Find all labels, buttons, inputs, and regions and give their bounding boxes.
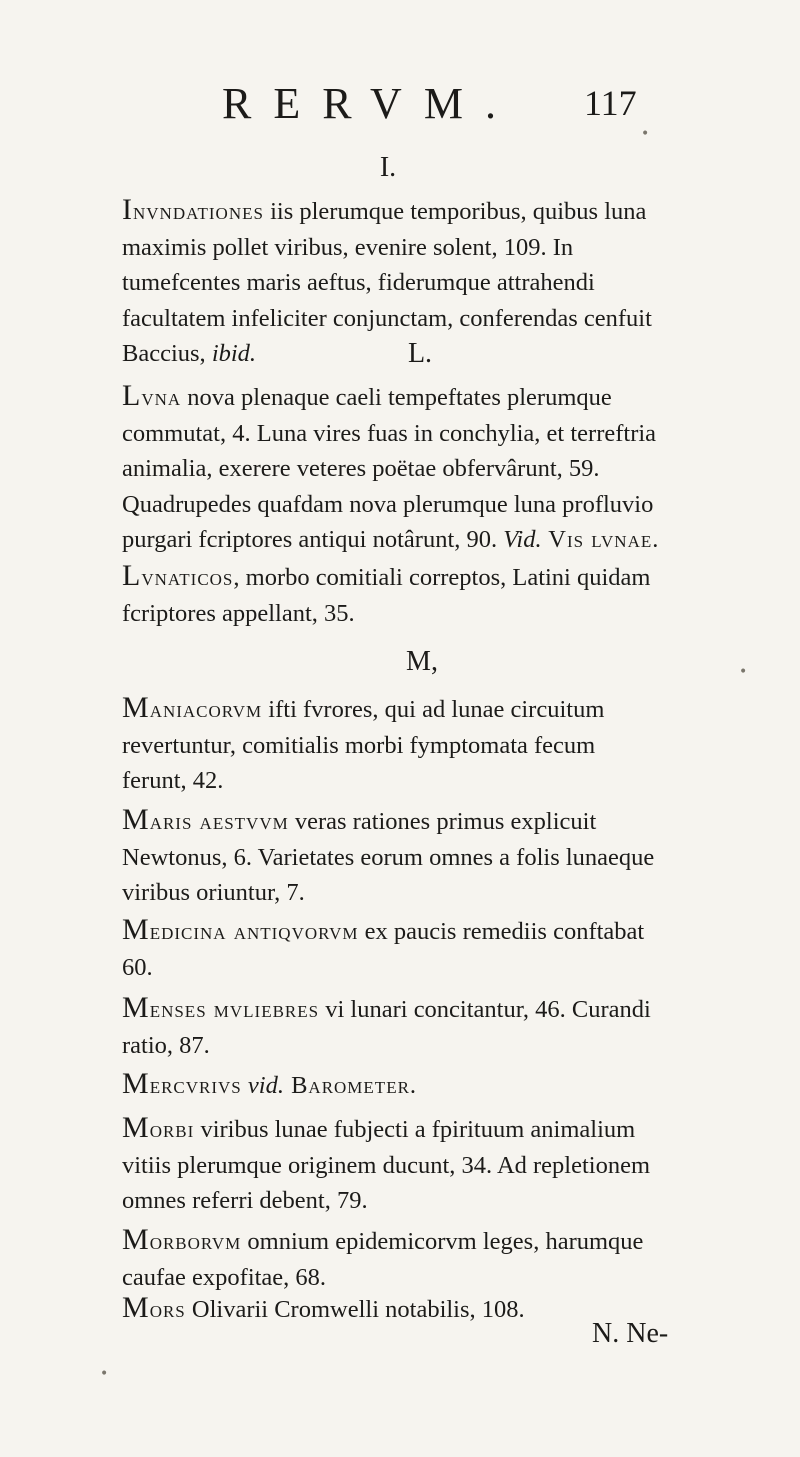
entry-headword: Lvna — [122, 379, 182, 412]
entry-text: ifti fvrores, qui ad lunae circuitum revertuntur, comitialis morbi fymptomata fecum ferunt, 42. — [122, 696, 605, 794]
entry-text: nova plenaque caeli tempeftates plerumque commutat, 4. Luna vires fuas in conchylia, et terreftria animalia, exerere veteres poëtae obfervârunt, 59. Quadrupedes quafdam nova plerumque luna profluvio purgari fcriptores antiqui notârunt, 90. — [122, 384, 657, 553]
entry-headword: Morbi — [122, 1111, 195, 1144]
entry-headword: Menses mvliebres — [122, 991, 320, 1024]
ink-speck: • — [100, 1366, 109, 1382]
index-entry-menses — [122, 990, 662, 1063]
entry-text: Olivarii Cromwelli notabilis, 108. — [185, 1296, 525, 1323]
entry-headword: Mercvrivs — [122, 1067, 242, 1100]
ink-speck: • — [739, 664, 748, 680]
section-letter-i: I. — [379, 152, 397, 183]
index-entry-lunaticos — [122, 558, 662, 631]
entry-headword: Maniacorvm — [122, 691, 263, 724]
index-entry-luna — [122, 378, 662, 558]
entry-headword: Maris aestvvm — [122, 803, 289, 836]
index-entry-morbi — [122, 1110, 662, 1219]
entry-text: viribus lunae fubjecti a fpirituum animalium vitiis plerumque originem ducunt, 34. Ad repletionem omnes referri debent, 79. — [122, 1116, 651, 1214]
section-letter-l: L. — [407, 338, 433, 369]
entry-headword: Lvnaticos — [122, 559, 234, 592]
entry-text: veras rationes primus explicuit Newtonus, 6. Varietates eorum omnes a folis lunaeque viribus oriuntur, 7. — [122, 808, 655, 906]
entry-cross-reference: Barometer. — [283, 1072, 418, 1099]
entry-text: omnium epidemicorvm leges, harumque caufae expofitae, 68. — [122, 1228, 644, 1291]
catchword: N. Ne- — [592, 1318, 669, 1349]
running-title: RERVM. — [222, 79, 518, 128]
page-number: 117 — [584, 83, 637, 123]
entry-headword: Morborvm — [122, 1223, 242, 1256]
index-entry-maniacorum — [122, 690, 662, 799]
entry-cross-reference: Vis lvnae. — [541, 526, 660, 553]
index-entry-maris-aestuum — [122, 802, 662, 911]
entry-text: vi lunari concitantur, 46. Curandi ratio, 87. — [122, 996, 651, 1059]
entry-text: , morbo comitiali correptos, Latini quidam fcriptores appellant, 35. — [122, 564, 651, 627]
entry-text: iis plerumque temporibus, quibus luna maximis pollet viribus, evenire solent, 109. In tumefcentes maris aeftus, fiderumque attrahendi facultatem infeliciter conjunctam, conferendas cenfuit Baccius, — [122, 198, 652, 367]
index-entry-medicina — [122, 912, 662, 985]
entry-headword: Invndationes — [122, 193, 264, 226]
entry-text: ex paucis remediis conftabat 60. — [122, 918, 645, 981]
ink-speck: • — [641, 126, 650, 142]
index-entry-morborum — [122, 1222, 662, 1295]
entry-headword: Medicina antiqvorvm — [122, 913, 359, 946]
running-head — [0, 78, 800, 138]
entry-reference: vid. — [247, 1072, 284, 1099]
entry-reference: Vid. — [503, 526, 542, 553]
index-entry-mors — [122, 1290, 662, 1328]
index-entry-mercurius — [122, 1066, 662, 1104]
entry-headword: Mors — [122, 1291, 186, 1324]
section-letter-m: M, — [406, 646, 438, 677]
entry-reference: ibid. — [211, 340, 257, 367]
